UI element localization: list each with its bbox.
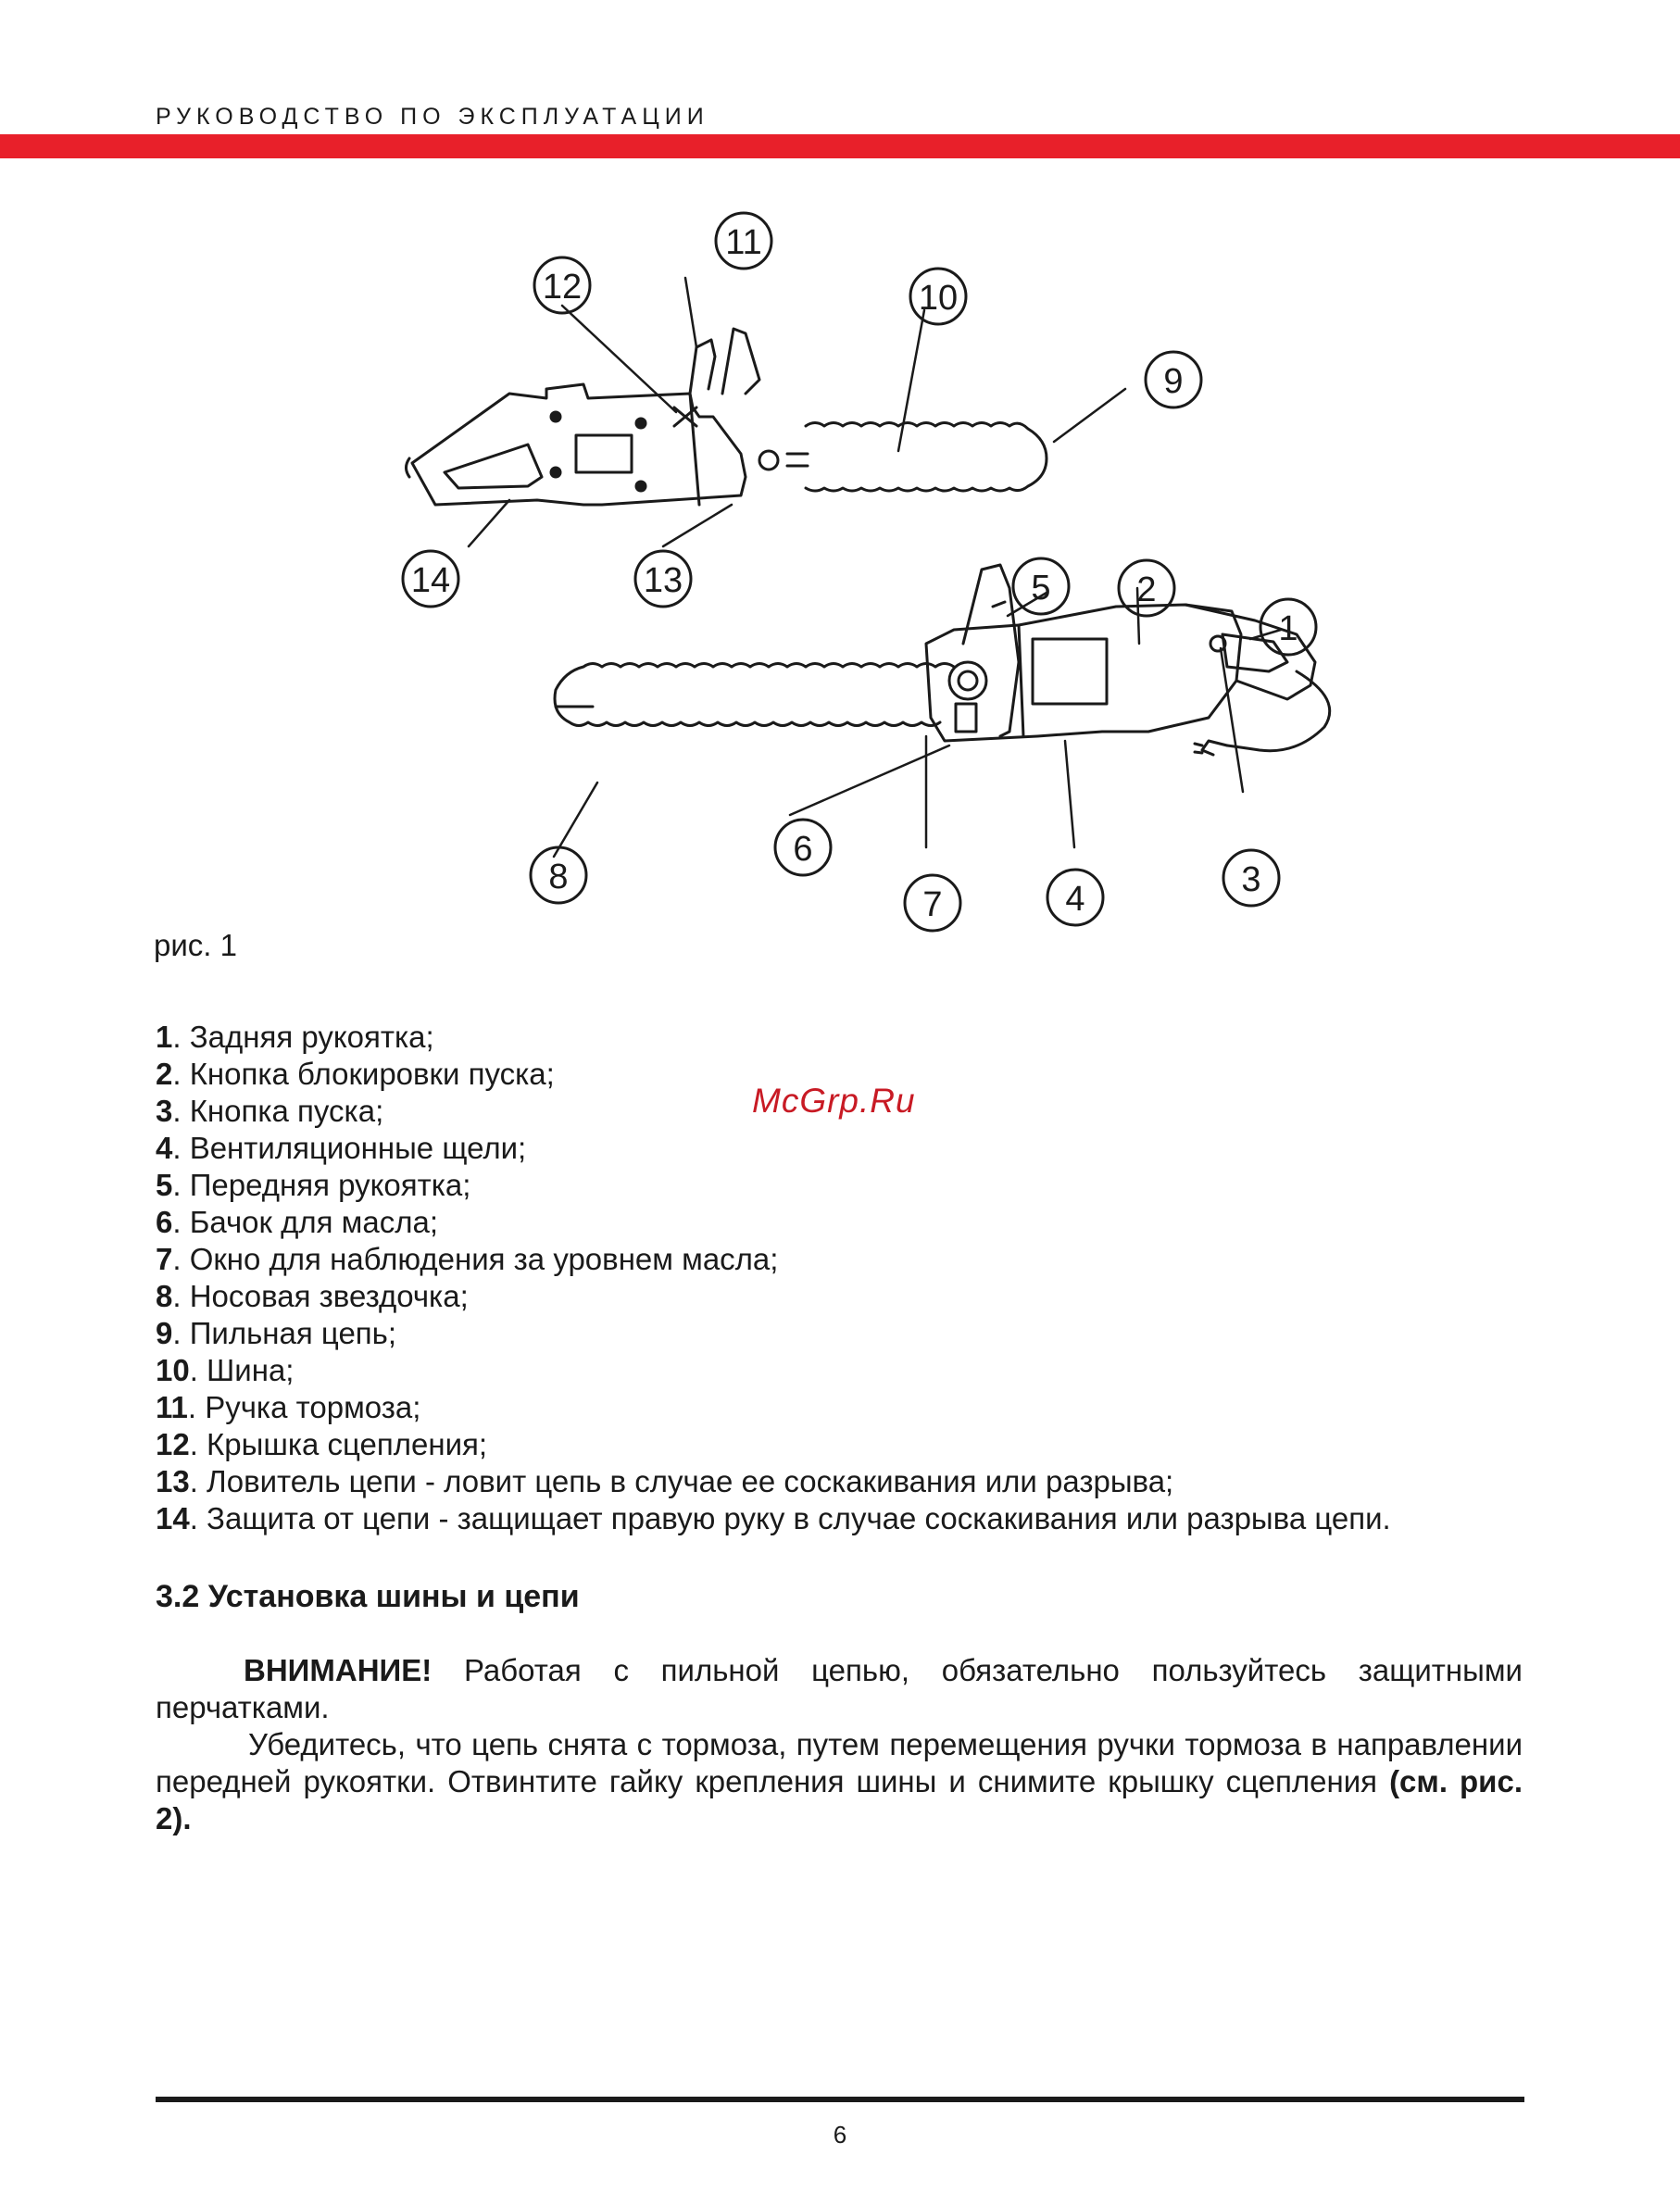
item-number: 6 — [156, 1205, 173, 1239]
item-text: . Задняя рукоятка; — [172, 1020, 434, 1054]
list-item — [156, 1352, 1391, 1389]
callout-2: 2 — [1136, 570, 1157, 609]
header-accent-bar — [0, 134, 1680, 158]
list-item — [156, 1130, 1391, 1167]
list-item — [156, 1315, 1391, 1352]
callout-10: 10 — [918, 279, 959, 318]
item-number: 3 — [156, 1094, 173, 1128]
item-text: . Вентиляционные щели; — [172, 1131, 527, 1165]
callout-11: 11 — [725, 223, 762, 262]
item-number: 2 — [156, 1057, 173, 1091]
item-text: . Бачок для масла; — [172, 1205, 438, 1239]
item-text: . Передняя рукоятка; — [172, 1168, 471, 1202]
callout-6: 6 — [793, 830, 813, 869]
callout-4: 4 — [1065, 880, 1085, 919]
item-text: . Крышка сцепления; — [189, 1427, 488, 1461]
item-number: 14 — [156, 1501, 190, 1535]
item-text: . Ловитель цепи - ловит цепь в случае ее соскакивания или разрыва; — [189, 1464, 1174, 1498]
item-text: . Ручка тормоза; — [187, 1390, 421, 1424]
item-text: . Шина; — [189, 1353, 295, 1387]
callout-9: 9 — [1163, 362, 1184, 401]
page-number: 6 — [833, 2121, 847, 2149]
warning-text: Работая с пильной цепью, обязательно пользуйтесь защитными перчатками. — [156, 1653, 1523, 1724]
warning-paragraph — [156, 1652, 1523, 1726]
chainsaw-diagram — [370, 199, 1343, 940]
item-text: . Кнопка блокировки пуска; — [172, 1057, 555, 1091]
item-number: 1 — [156, 1020, 173, 1054]
list-item — [156, 1463, 1391, 1500]
instruction-text: Убедитесь, что цепь снята с тормоза, путем перемещения ручки тормоза в направлении передней рукоятки. Отвинтите гайку крепления шины и снимите крышку сцепления — [156, 1727, 1523, 1798]
item-number: 13 — [156, 1464, 190, 1498]
footer-rule — [156, 2097, 1524, 2102]
warning-label: ВНИМАНИЕ! — [244, 1653, 433, 1687]
item-number: 7 — [156, 1242, 173, 1276]
section-heading: 3.2 Установка шины и цепи — [156, 1579, 580, 1614]
callout-5: 5 — [1031, 569, 1051, 608]
list-item — [156, 1500, 1391, 1537]
list-item — [156, 1204, 1391, 1241]
callout-7: 7 — [922, 885, 943, 924]
list-item — [156, 1278, 1391, 1315]
item-text: . Защита от цепи - защищает правую руку в случае соскакивания или разрыва цепи. — [189, 1501, 1391, 1535]
figure-reference: (см. рис. 2). — [156, 1764, 1523, 1835]
item-number: 10 — [156, 1353, 190, 1387]
list-item — [156, 1167, 1391, 1204]
callout-3: 3 — [1241, 860, 1261, 899]
callout-12: 12 — [542, 268, 583, 307]
chainsaw-figure — [370, 199, 1343, 940]
list-item — [156, 1426, 1391, 1463]
item-text: . Кнопка пуска; — [172, 1094, 384, 1128]
running-header: РУКОВОДСТВО ПО ЭКСПЛУАТАЦИИ — [156, 104, 709, 130]
item-text: . Носовая звездочка; — [172, 1279, 469, 1313]
instruction-paragraph — [156, 1726, 1523, 1837]
callout-8: 8 — [548, 858, 569, 896]
item-number: 4 — [156, 1131, 173, 1165]
list-item — [156, 1241, 1391, 1278]
list-item — [156, 1389, 1391, 1426]
item-number: 9 — [156, 1316, 173, 1350]
item-number: 5 — [156, 1168, 173, 1202]
item-text: . Пильная цепь; — [172, 1316, 397, 1350]
list-item — [156, 1019, 1391, 1056]
item-text: . Окно для наблюдения за уровнем масла; — [172, 1242, 779, 1276]
callout-14: 14 — [410, 561, 451, 600]
figure-caption: рис. 1 — [154, 928, 237, 962]
watermark: McGrp.Ru — [752, 1082, 916, 1120]
callout-13: 13 — [643, 561, 683, 600]
item-number: 11 — [156, 1390, 188, 1424]
chainsaw-side-view — [407, 329, 1047, 505]
item-number: 12 — [156, 1427, 190, 1461]
item-number: 8 — [156, 1279, 173, 1313]
callout-1: 1 — [1278, 609, 1298, 648]
